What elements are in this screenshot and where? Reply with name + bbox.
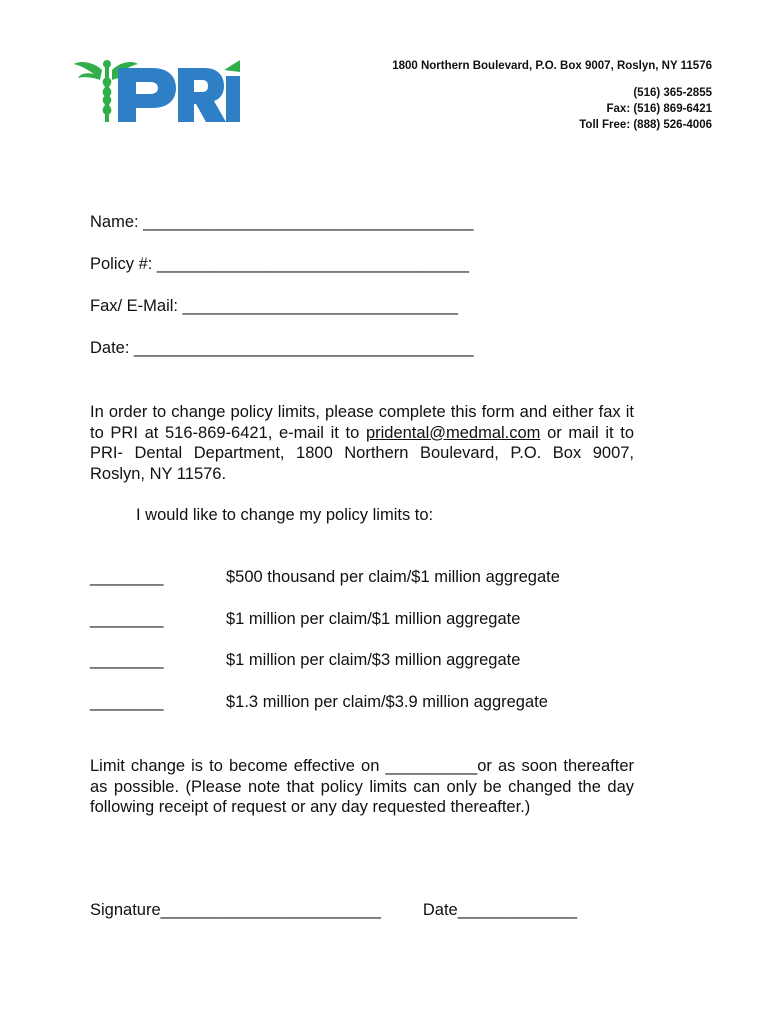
limit-option[interactable] bbox=[90, 651, 520, 670]
instructions-paragraph bbox=[90, 402, 634, 484]
contact-block bbox=[392, 58, 712, 133]
option-label: $1 million per claim/$1 million aggregate bbox=[226, 610, 521, 628]
option-checkbox-blank[interactable]: ________ bbox=[90, 693, 164, 711]
contact-fields bbox=[90, 213, 474, 381]
option-checkbox-blank[interactable]: ________ bbox=[90, 568, 164, 586]
option-checkbox-blank[interactable]: ________ bbox=[90, 651, 164, 669]
email-link[interactable]: pridental@medmal.com bbox=[365, 423, 541, 442]
signature-row bbox=[90, 901, 577, 920]
limit-option[interactable] bbox=[90, 610, 520, 629]
phone-number: (516) 365-2855 bbox=[633, 87, 712, 99]
limit-option[interactable] bbox=[90, 568, 560, 587]
instructions-text-end: or mail it to PRI- Dental Department, 1800 Northern Boulevard, P.O. Box 9007, Roslyn, NY 11576. bbox=[90, 423, 635, 483]
signature-date-field[interactable]: Date_____________ bbox=[422, 901, 578, 919]
limits-prompt: I would like to change my policy limits to: bbox=[136, 506, 434, 524]
pri-logo bbox=[72, 56, 242, 128]
name-field[interactable]: Name: ____________________________________ bbox=[90, 213, 474, 231]
option-checkbox-blank[interactable]: ________ bbox=[90, 610, 164, 628]
policy-number-field[interactable]: Policy #: __________________________________ bbox=[90, 255, 469, 273]
fax-email-field[interactable]: Fax/ E-Mail: ______________________________ bbox=[90, 297, 458, 315]
option-label: $1 million per claim/$3 million aggregate bbox=[226, 651, 521, 669]
option-label: $1.3 million per claim/$3.9 million aggregate bbox=[226, 693, 548, 711]
date-field[interactable]: Date: _____________________________________ bbox=[90, 339, 474, 357]
toll-free-number: Toll Free: (888) 526-4006 bbox=[579, 119, 712, 131]
option-label: $500 thousand per claim/$1 million aggregate bbox=[226, 568, 560, 586]
signature-field[interactable]: Signature________________________ bbox=[90, 901, 381, 919]
mailing-address: 1800 Northern Boulevard, P.O. Box 9007, Roslyn, NY 11576 bbox=[392, 60, 712, 72]
limit-option[interactable] bbox=[90, 693, 548, 712]
effective-date-paragraph: Limit change is to become effective on __________or as soon thereafter as possible. (Please note that policy limits can only be changed the day following receipt of request or any day requested thereafter.) bbox=[90, 757, 634, 816]
instructions-text-start: In order to change policy limits, please complete this form and either fax it to PRI at 516-869-6421, e-mail it to bbox=[90, 403, 634, 442]
fax-number: Fax: (516) 869-6421 bbox=[606, 103, 712, 115]
